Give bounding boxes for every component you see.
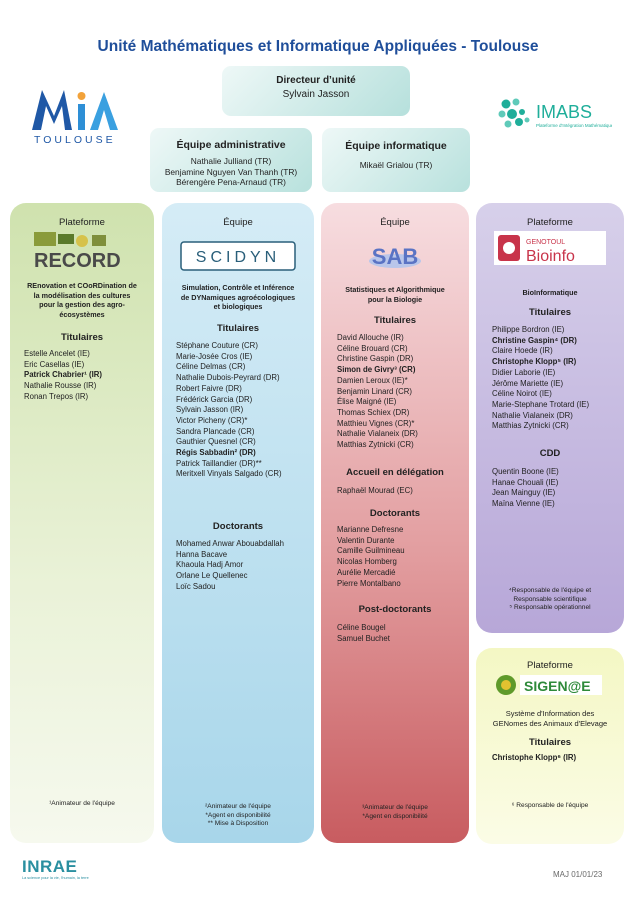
sab-logo-text: SAB <box>371 244 419 269</box>
imabs-logo-text: IMABS <box>536 102 593 122</box>
sigenae-titulaires-list <box>492 753 622 764</box>
list-item: Orlane Le Quellenec <box>176 571 248 581</box>
record-titulaires-label: Titulaires <box>60 332 104 343</box>
list-item: Christine Gaspin (DR) <box>337 354 414 364</box>
bioinfo-column <box>476 203 624 633</box>
list-item: Céline Brouard (CR) <box>337 343 408 353</box>
scidyn-column <box>162 203 314 843</box>
sigenae-titulaires-label: Titulaires <box>528 737 572 748</box>
sab-doctorants-list <box>337 525 467 589</box>
bioinfo-logo-text: Bioinfo <box>526 248 575 265</box>
sab-titulaires-label: Titulaires <box>373 315 417 326</box>
bioinfo-header: Plateforme <box>527 217 573 228</box>
scidyn-footnotes: ²Animateur de l'équipe *Agent en disponibilité ** Mise à Disposition <box>205 803 271 827</box>
list-item: Philippe Bordron (IE) <box>492 325 565 334</box>
list-item: Matthias Zytnicki (CR) <box>492 421 569 431</box>
sigenae-logo <box>494 672 606 698</box>
record-footnote: ¹Animateur de l'équipe <box>49 800 115 807</box>
list-item: Mohamed Anwar Abouabdallah <box>176 539 284 548</box>
list-item: Didier Laborie (IE) <box>492 367 556 377</box>
scidyn-description: Simulation, Contrôle et Inférence de DYNamiques agroécologiques et biologiques <box>180 283 296 311</box>
scidyn-header: Équipe <box>223 217 253 228</box>
sab-logo <box>367 237 423 273</box>
admin-member: Benjamine Nguyen Van Thanh (TR) <box>164 166 298 177</box>
bioinfo-logo-top: GENOTOUL <box>526 239 566 246</box>
list-item: Régis Sabbadin² (DR) <box>176 448 256 458</box>
list-item: Robert Faivre (DR) <box>176 383 242 393</box>
mia-toulouse-logo <box>28 86 130 146</box>
record-titulaires-list <box>24 349 152 403</box>
list-item: Marianne Defresne <box>337 525 404 534</box>
sab-titulaires-list <box>337 333 467 451</box>
list-item: Nathalie Dubois-Peyrard (DR) <box>176 373 280 383</box>
scidyn-logo-text: SCIDYN <box>195 249 281 266</box>
list-item: Gauthier Quesnel (CR) <box>176 437 256 447</box>
list-item: David Allouche (IR) <box>337 333 404 342</box>
record-logo-text: RECORD <box>34 250 121 271</box>
list-item: Hanae Chouali (IE) <box>492 477 559 487</box>
scidyn-logo <box>180 241 296 271</box>
bioinfo-description: BioInformatique <box>522 288 578 297</box>
list-item: Nathalie Vialaneix (DR) <box>337 429 418 439</box>
list-item: Benjamin Linard (CR) <box>337 386 412 396</box>
scidyn-doctorants-label: Doctorants <box>212 521 264 532</box>
list-item: Valentin Durante <box>337 535 395 545</box>
list-item: Marie-Stephane Trotard (IE) <box>492 399 590 409</box>
list-item: Raphaël Mourad (EC) <box>337 486 413 495</box>
sigenae-description: Système d'Information des GENomes des Animaux d'Elevage <box>492 709 608 728</box>
sab-footnotes: ³Animateur de l'équipe *Agent en disponibilité <box>362 804 428 820</box>
bioinfo-cdd-label: CDD <box>539 448 561 459</box>
list-item: Matthias Zytnicki (CR) <box>337 440 414 450</box>
list-item: Christophe Klopp⁶ (IR) <box>492 753 577 762</box>
inrae-logo-sub: La science pour la vie, l'humain, la terre <box>22 876 89 880</box>
update-date: MAJ 01/01/23 <box>553 870 603 879</box>
sab-postdoc-list <box>337 623 467 644</box>
list-item: Jean Mainguy (IE) <box>492 488 556 498</box>
director-heading: Directeur d’unité <box>276 75 356 86</box>
list-item: Aurélie Mercadié <box>337 567 396 577</box>
sigenae-column <box>476 648 624 844</box>
bioinfo-titulaires-label: Titulaires <box>528 307 572 318</box>
admin-team-heading: Équipe administrative <box>176 139 286 151</box>
list-item: Élise Maigné (IE) <box>337 397 397 407</box>
director-name: Sylvain Jasson <box>282 89 350 100</box>
bioinfo-footnotes: ⁴Responsable de l'équipe et Responsable scientifique ⁵ Responsable opérationnel <box>508 587 592 611</box>
list-item: Céline Noirot (IE) <box>492 389 552 399</box>
list-item: Quentin Boone (IE) <box>492 467 559 476</box>
sab-column <box>321 203 469 843</box>
sab-doctorants-label: Doctorants <box>369 508 421 519</box>
info-team-heading: Équipe informatique <box>345 140 447 152</box>
sab-header: Équipe <box>380 217 410 228</box>
director-box <box>222 66 410 116</box>
record-logo <box>32 231 132 271</box>
list-item: Christine Gaspin⁴ (DR) <box>492 335 577 345</box>
sab-postdoc-label: Post-doctorants <box>358 604 432 615</box>
inrae-logo <box>22 858 92 882</box>
list-item: Maïna Vienne (IE) <box>492 499 555 509</box>
info-member: Mikaël Grialou (TR) <box>359 160 433 170</box>
list-item: Thomas Schiex (DR) <box>337 407 410 417</box>
sab-description: Statistiques et Algorithmique pour la Biologie <box>345 285 445 304</box>
scidyn-titulaires-list <box>176 341 312 480</box>
list-item: Victor Picheny (CR)* <box>176 415 248 425</box>
scidyn-titulaires-label: Titulaires <box>216 323 260 334</box>
list-item: Claire Hoede (IR) <box>492 346 553 356</box>
list-item: Samuel Buchet <box>337 633 390 643</box>
list-item: Loïc Sadou <box>176 581 216 591</box>
page-title: Unité Mathématiques et Informatique Appliquées - Toulouse <box>97 38 539 55</box>
bioinfo-titulaires-list <box>492 325 622 432</box>
list-item: Céline Delmas (CR) <box>176 362 246 372</box>
list-item: Nicolas Homberg <box>337 557 397 567</box>
imabs-logo <box>494 92 612 136</box>
bioinfo-logo <box>494 231 606 265</box>
list-item: Frédérick Garcia (DR) <box>176 394 253 404</box>
list-item: Pierre Montalbano <box>337 578 401 588</box>
list-item: Patrick Chabrier¹ (IR) <box>24 370 102 380</box>
list-item: Estelle Ancelet (IE) <box>24 349 90 358</box>
list-item: Nathalie Vialaneix (DR) <box>492 410 573 420</box>
list-item: Ronan Trepos (IR) <box>24 391 89 401</box>
list-item: Patrick Taillandier (DR)** <box>176 458 262 468</box>
list-item: Eric Casellas (IE) <box>24 359 85 369</box>
sab-delegation-label: Accueil en délégation <box>346 467 444 478</box>
info-team-box <box>322 128 470 192</box>
list-item: Damien Leroux (IE)* <box>337 375 408 385</box>
list-item: Khaoula Hadj Amor <box>176 560 244 570</box>
mia-logo-text: TOULOUSE <box>34 134 116 146</box>
record-header: Plateforme <box>59 217 105 228</box>
admin-team-box <box>150 128 312 192</box>
list-item: Nathalie Rousse (IR) <box>24 381 97 391</box>
list-item: Matthieu Vignes (CR)* <box>337 418 415 428</box>
list-item: Hanna Bacave <box>176 549 228 559</box>
list-item: Camille Guilmineau <box>337 546 405 556</box>
scidyn-doctorants-list <box>176 539 312 593</box>
admin-member: Bérengère Pena-Arnaud (TR) <box>176 177 286 187</box>
record-description: REnovation et COoRDination de la modélisation des cultures pour la gestion des agro- écosystèmes <box>27 281 137 319</box>
admin-member: Nathalie Julliand (TR) <box>190 156 272 166</box>
list-item: Simon de Givry³ (CR) <box>337 365 416 375</box>
list-item: Jérôme Mariette (IE) <box>492 378 564 388</box>
inrae-logo-text: INRAE <box>22 857 78 876</box>
sab-delegation-list <box>337 486 467 497</box>
list-item: Céline Bougel <box>337 623 386 632</box>
imabs-logo-sub: Plateforme d'Intégration Mathématiques <box>536 123 612 128</box>
record-column <box>10 203 154 843</box>
list-item: Marie-Josée Cros (IE) <box>176 351 253 361</box>
bioinfo-cdd-list <box>492 467 622 510</box>
list-item: Meritxell Vinyals Salgado (CR) <box>176 469 282 479</box>
list-item: Sylvain Jasson (IR) <box>176 405 244 415</box>
list-item: Stéphane Couture (CR) <box>176 341 258 350</box>
sigenae-logo-text: SIGEN@E <box>524 678 591 694</box>
sigenae-footnote: ⁶ Responsable de l'équipe <box>511 802 589 809</box>
sigenae-header: Plateforme <box>527 660 573 671</box>
list-item: Sandra Plancade (CR) <box>176 426 255 436</box>
list-item: Christophe Klopp⁵ (IR) <box>492 357 577 367</box>
